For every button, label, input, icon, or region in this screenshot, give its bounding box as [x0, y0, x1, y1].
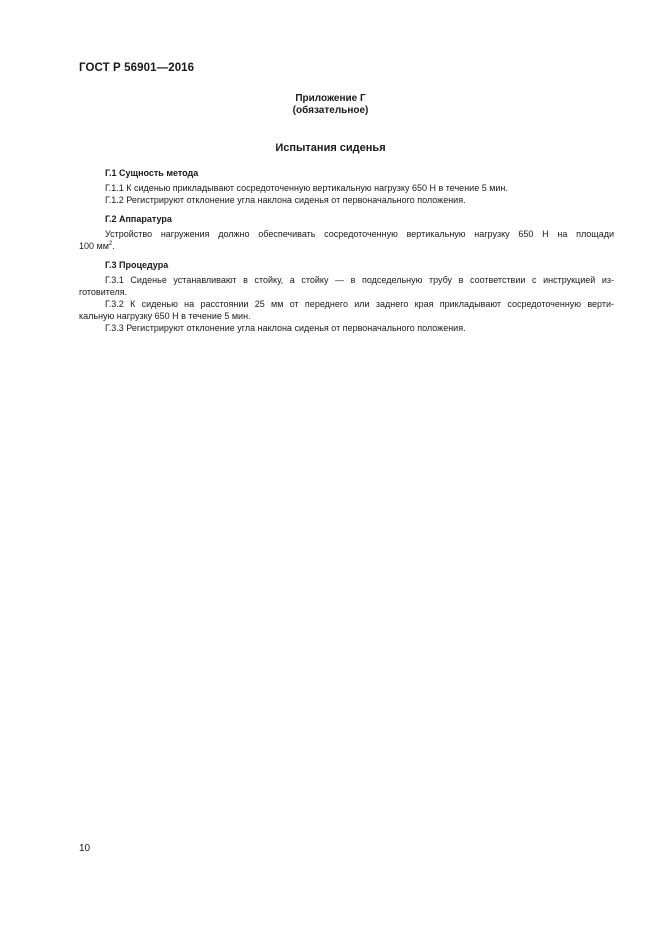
paragraph-g2-1-line1: Устройство нагружения должно обеспечивать сосредоточенную вертикальную нагрузку 650 Н на площади [105, 229, 614, 239]
section-g2 [79, 213, 614, 252]
document-id: ГОСТ Р 56901—2016 [79, 62, 195, 74]
section-g3 [79, 259, 614, 334]
appendix-status: (обязательное) [292, 105, 369, 116]
paragraph-g2-1-end: . [112, 241, 115, 251]
superscript: 2 [108, 241, 113, 247]
section-g1 [79, 167, 614, 206]
paragraph-g3-3: Г.3.3 Регистрируют отклонение угла наклона сиденья от первоначального положения. [105, 323, 466, 333]
section-title: Испытания сиденья [275, 142, 386, 154]
page-number: 10 [79, 843, 91, 854]
section-g2-heading: Г.2 Аппаратура [105, 214, 172, 224]
paragraph-g1-2: Г.1.2 Регистрируют отклонение угла наклона сиденья от первоначального положения. [105, 195, 466, 205]
paragraph-g3-1-line2: готовителя. [79, 287, 128, 297]
paragraph-g1-1: Г.1.1 К сиденью прикладывают сосредоточенную вертикальную нагрузку 650 Н в течение 5 мин. [105, 183, 508, 193]
paragraph-g3-1-line1: Г.3.1 Сиденье устанавливают в стойку, а стойку — в подседельную трубу в соответствии с инструкцией из- [105, 275, 614, 285]
section-g1-heading: Г.1 Сущность метода [105, 168, 199, 178]
paragraph-g2-1-line2 [79, 240, 614, 252]
paragraph-g3-2-line2: кальную нагрузку 650 Н в течение 5 мин. [79, 311, 251, 321]
paragraph-g2-1-text: 100 мм [79, 241, 109, 251]
appendix-title: Приложение Г [295, 93, 366, 104]
paragraph-g3-2-line1: Г.3.2 К сиденью на расстоянии 25 мм от переднего или заднего края прикладывают сосредоточенную верти- [105, 299, 614, 309]
section-g3-heading: Г.3 Процедура [105, 260, 169, 270]
